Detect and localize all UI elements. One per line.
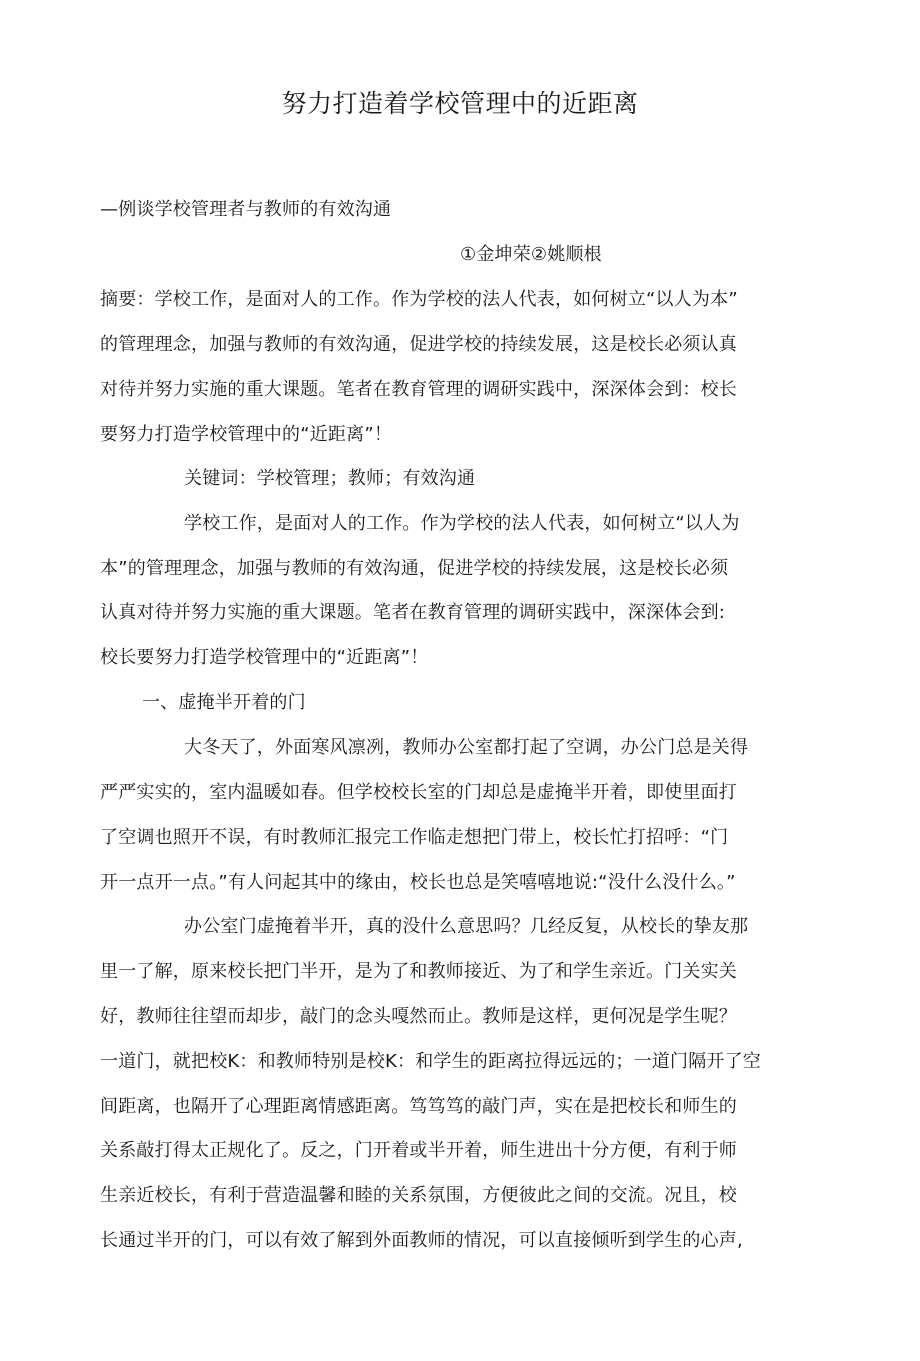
document-authors: ①金坤荣②姚顺根 [460, 244, 602, 265]
abstract-line: 要努力打造学校管理中的“近距离”！ [100, 424, 393, 445]
paragraph-line: 好，教师往往望而却步，敲门的念头嘎然而止。教师是这样，更何况是学生呢？ [100, 1006, 737, 1027]
paragraph-line: 一道门，就把校K：和教师特别是校K：和学生的距离拉得远远的；一道门隔开了空 [100, 1051, 762, 1072]
paragraph-line: 开一点开一点。”有人问起其中的缘由，校长也总是笑嘻嘻地说:“没什么没什么。” [100, 872, 736, 893]
intro-line: 校长要努力打造学校管理中的“近距离”！ [100, 647, 429, 668]
document-keywords: 关键词：学校管理；教师；有效沟通 [184, 468, 476, 489]
intro-line: 学校工作，是面对人的工作。作为学校的法人代表，如何树立“以人为 [184, 513, 740, 534]
paragraph-line: 关系敲打得太正规化了。反之，门开着或半开着，师生进出十分方便，有利于师 [100, 1140, 737, 1161]
abstract-line: 摘要：学校工作，是面对人的工作。作为学校的法人代表，如何树立“以人为本” [100, 289, 738, 310]
paragraph-line: 了空调也照开不误，有时教师汇报完工作临走想把门带上，校长忙打招呼：“门 [100, 827, 729, 848]
intro-line: 认真对待并努力实施的重大课题。笔者在教育管理的调研实践中，深深体会到: [100, 602, 726, 623]
paragraph-line: 生亲近校长，有利于营造温馨和睦的关系氛围，方便彼此之间的交流。况且，校 [100, 1185, 737, 1206]
document-title: 努力打造着学校管理中的近距离 [281, 89, 639, 118]
intro-line: 本”的管理理念，加强与教师的有效沟通，促进学校的持续发展，这是校长必须 [100, 558, 729, 579]
abstract-line: 的管理理念，加强与教师的有效沟通，促进学校的持续发展，这是校长必须认真 [100, 334, 737, 355]
paragraph-line: 里一了解，原来校长把门半开，是为了和教师接近、为了和学生亲近。门关实关 [100, 961, 737, 982]
section-heading: 一、虚掩半开着的门 [142, 692, 306, 713]
paragraph-line: 长通过半开的门，可以有效了解到外面教师的情况，可以直接倾听到学生的心声, [100, 1230, 743, 1251]
paragraph-line: 大冬天了，外面寒风凛冽，教师办公室都打起了空调，办公门总是关得 [184, 737, 749, 758]
paragraph-line: 严严实实的，室内温暖如春。但学校校长室的门却总是虚掩半开着，即使里面打 [100, 782, 737, 803]
document-subtitle: —例谈学校管理者与教师的有效沟通 [100, 199, 392, 220]
abstract-line: 对待并努力实施的重大课题。笔者在教育管理的调研实践中，深深体会到：校长 [100, 379, 737, 400]
paragraph-line: 间距离，也隔开了心理距离情感距离。笃笃笃的敲门声，实在是把校长和师生的 [100, 1096, 737, 1117]
paragraph-line: 办公室门虚掩着半开，真的没什么意思吗？几经反复，从校长的挚友那 [184, 916, 749, 937]
